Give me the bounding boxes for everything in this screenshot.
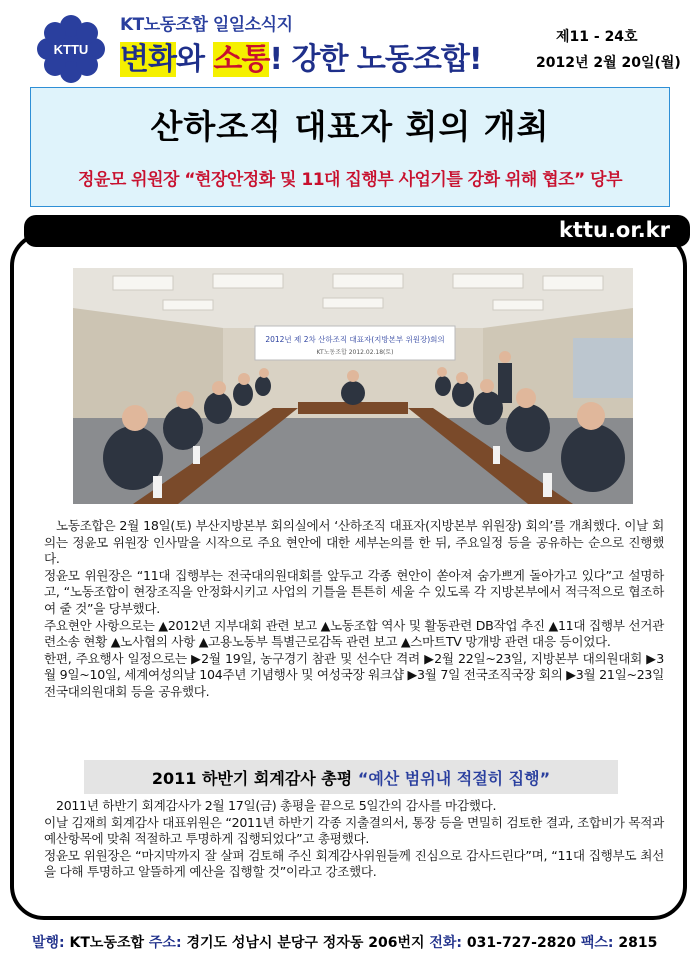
article2-heading-quote: “예산 범위내 적절히 집행” [357,769,551,788]
article2-heading [84,766,618,789]
slogan [120,34,482,78]
article2-paragraph: 정윤모 위원장은 “마지막까지 잘 살펴 검토해 주신 회계감사위원들께 진심으로 감사드린다”며, “11대 집행부도 최선을 다해 투명하고 알뜰하게 예산을 집행할 것”이라고 강조했다. [44,847,664,880]
address-label: 주소: [148,935,182,951]
article2-paragraph: 이날 김재희 회계감사 대표위원은 “2011년 하반기 각종 지출결의서, 통장 등을 면밀히 검토한 결과, 조합비가 목적과 예산항목에 맞춰 적절하고 투명하게 집행되었다”고 총평했다. [44,814,664,847]
issue-date: 2012년 2월 20일(월) [536,55,681,71]
article2 [44,798,664,881]
kttu-logo [36,14,106,84]
headline-subtitle: 정윤모 위원장 “현장안정화 및 11대 집행부 사업기틀 강화 위해 협조” 당부 [77,170,622,190]
phone: 031-727-2820 [466,935,576,951]
slogan-part4: ! 강한 노동조합! [269,42,482,77]
logo-text: KTTU [53,42,89,57]
photo-banner-sub: KT노동조합 2012.02.18(토) [316,349,394,356]
publisher-label: 발행: [32,935,65,951]
article2-heading-text: 2011 하반기 회계감사 총평 [151,769,353,788]
headline-title: 산하조직 대표자 회의 개최 [150,107,550,146]
footer [32,932,657,952]
issue-number: 제11 - 24호 [556,29,638,45]
article1-paragraph: 정윤모 위원장은 “11대 집행부는 전국대의원대회를 앞두고 각종 현안이 쏟아져 숨가쁘게 돌아가고 있다”고 설명하고, “노동조합이 현장조직을 안정화시키고 사업의 기틀을 튼튼히 세울 수 있도록 각 지방본부에서 적극적으로 협조하여 줄 것”을 당부했다. [44,567,664,616]
article1-paragraph: 한편, 주요행사 일정으로는 ▶2월 19일, 농구경기 참관 및 선수단 격려 ▶2월 22일~23일, 지방본부 대의원대회 ▶3월 9일~10일, 세계여성의날 104주년 기념행사 및 여성국장 워크샵 ▶3월 7일 전국조직국장 회의 ▶3월 21일~23일 전국대의원대회 등을 공유했다. [44,650,664,699]
photo-banner-text: 2012년 제 2차 산하조직 대표자(지방본부 위원장)회의 [265,335,445,344]
union-name: KT노동조합 일일소식지 [120,15,293,35]
meeting-photo [73,268,633,504]
slogan-part3: 소통 [213,42,270,77]
address: 경기도 성남시 분당구 정자동 206번지 [186,935,425,951]
phone-label: 전화: [429,935,463,951]
publisher: KT노동조합 [69,935,145,951]
article1-paragraph: 노동조합은 2월 18일(토) 부산지방본부 회의실에서 ‘산하조직 대표자(지방본부 위원장) 회의’를 개최했다. 이날 회의는 정윤모 위원장 인사말을 시작으로 주요 현안에 대한 세부논의를 한 뒤, 주요일정 등을 공유하는 순으로 진행했다. [44,518,664,567]
article1-paragraph: 주요현안 사항으로는 ▲2012년 지부대회 관련 보고 ▲노동조합 역사 및 활동관련 DB작업 추진 ▲11대 집행부 선거관련소송 현황 ▲노사협의 사항 ▲고용노동부 특별근로감독 관련 보고 ▲스마트TV 망개방 관련 대응 등이었다. [44,617,664,650]
slogan-part1: 변화 [120,42,176,77]
article1 [44,518,664,701]
fax-label: 팩스: [580,935,614,951]
fax: 2815 [618,935,658,951]
site-url[interactable]: kttu.or.kr [558,218,670,242]
slogan-part2: 와 [175,42,214,77]
article2-paragraph: 2011년 하반기 회계감사가 2월 17일(금) 총평을 끝으로 5일간의 감사를 마감했다. [56,798,497,813]
